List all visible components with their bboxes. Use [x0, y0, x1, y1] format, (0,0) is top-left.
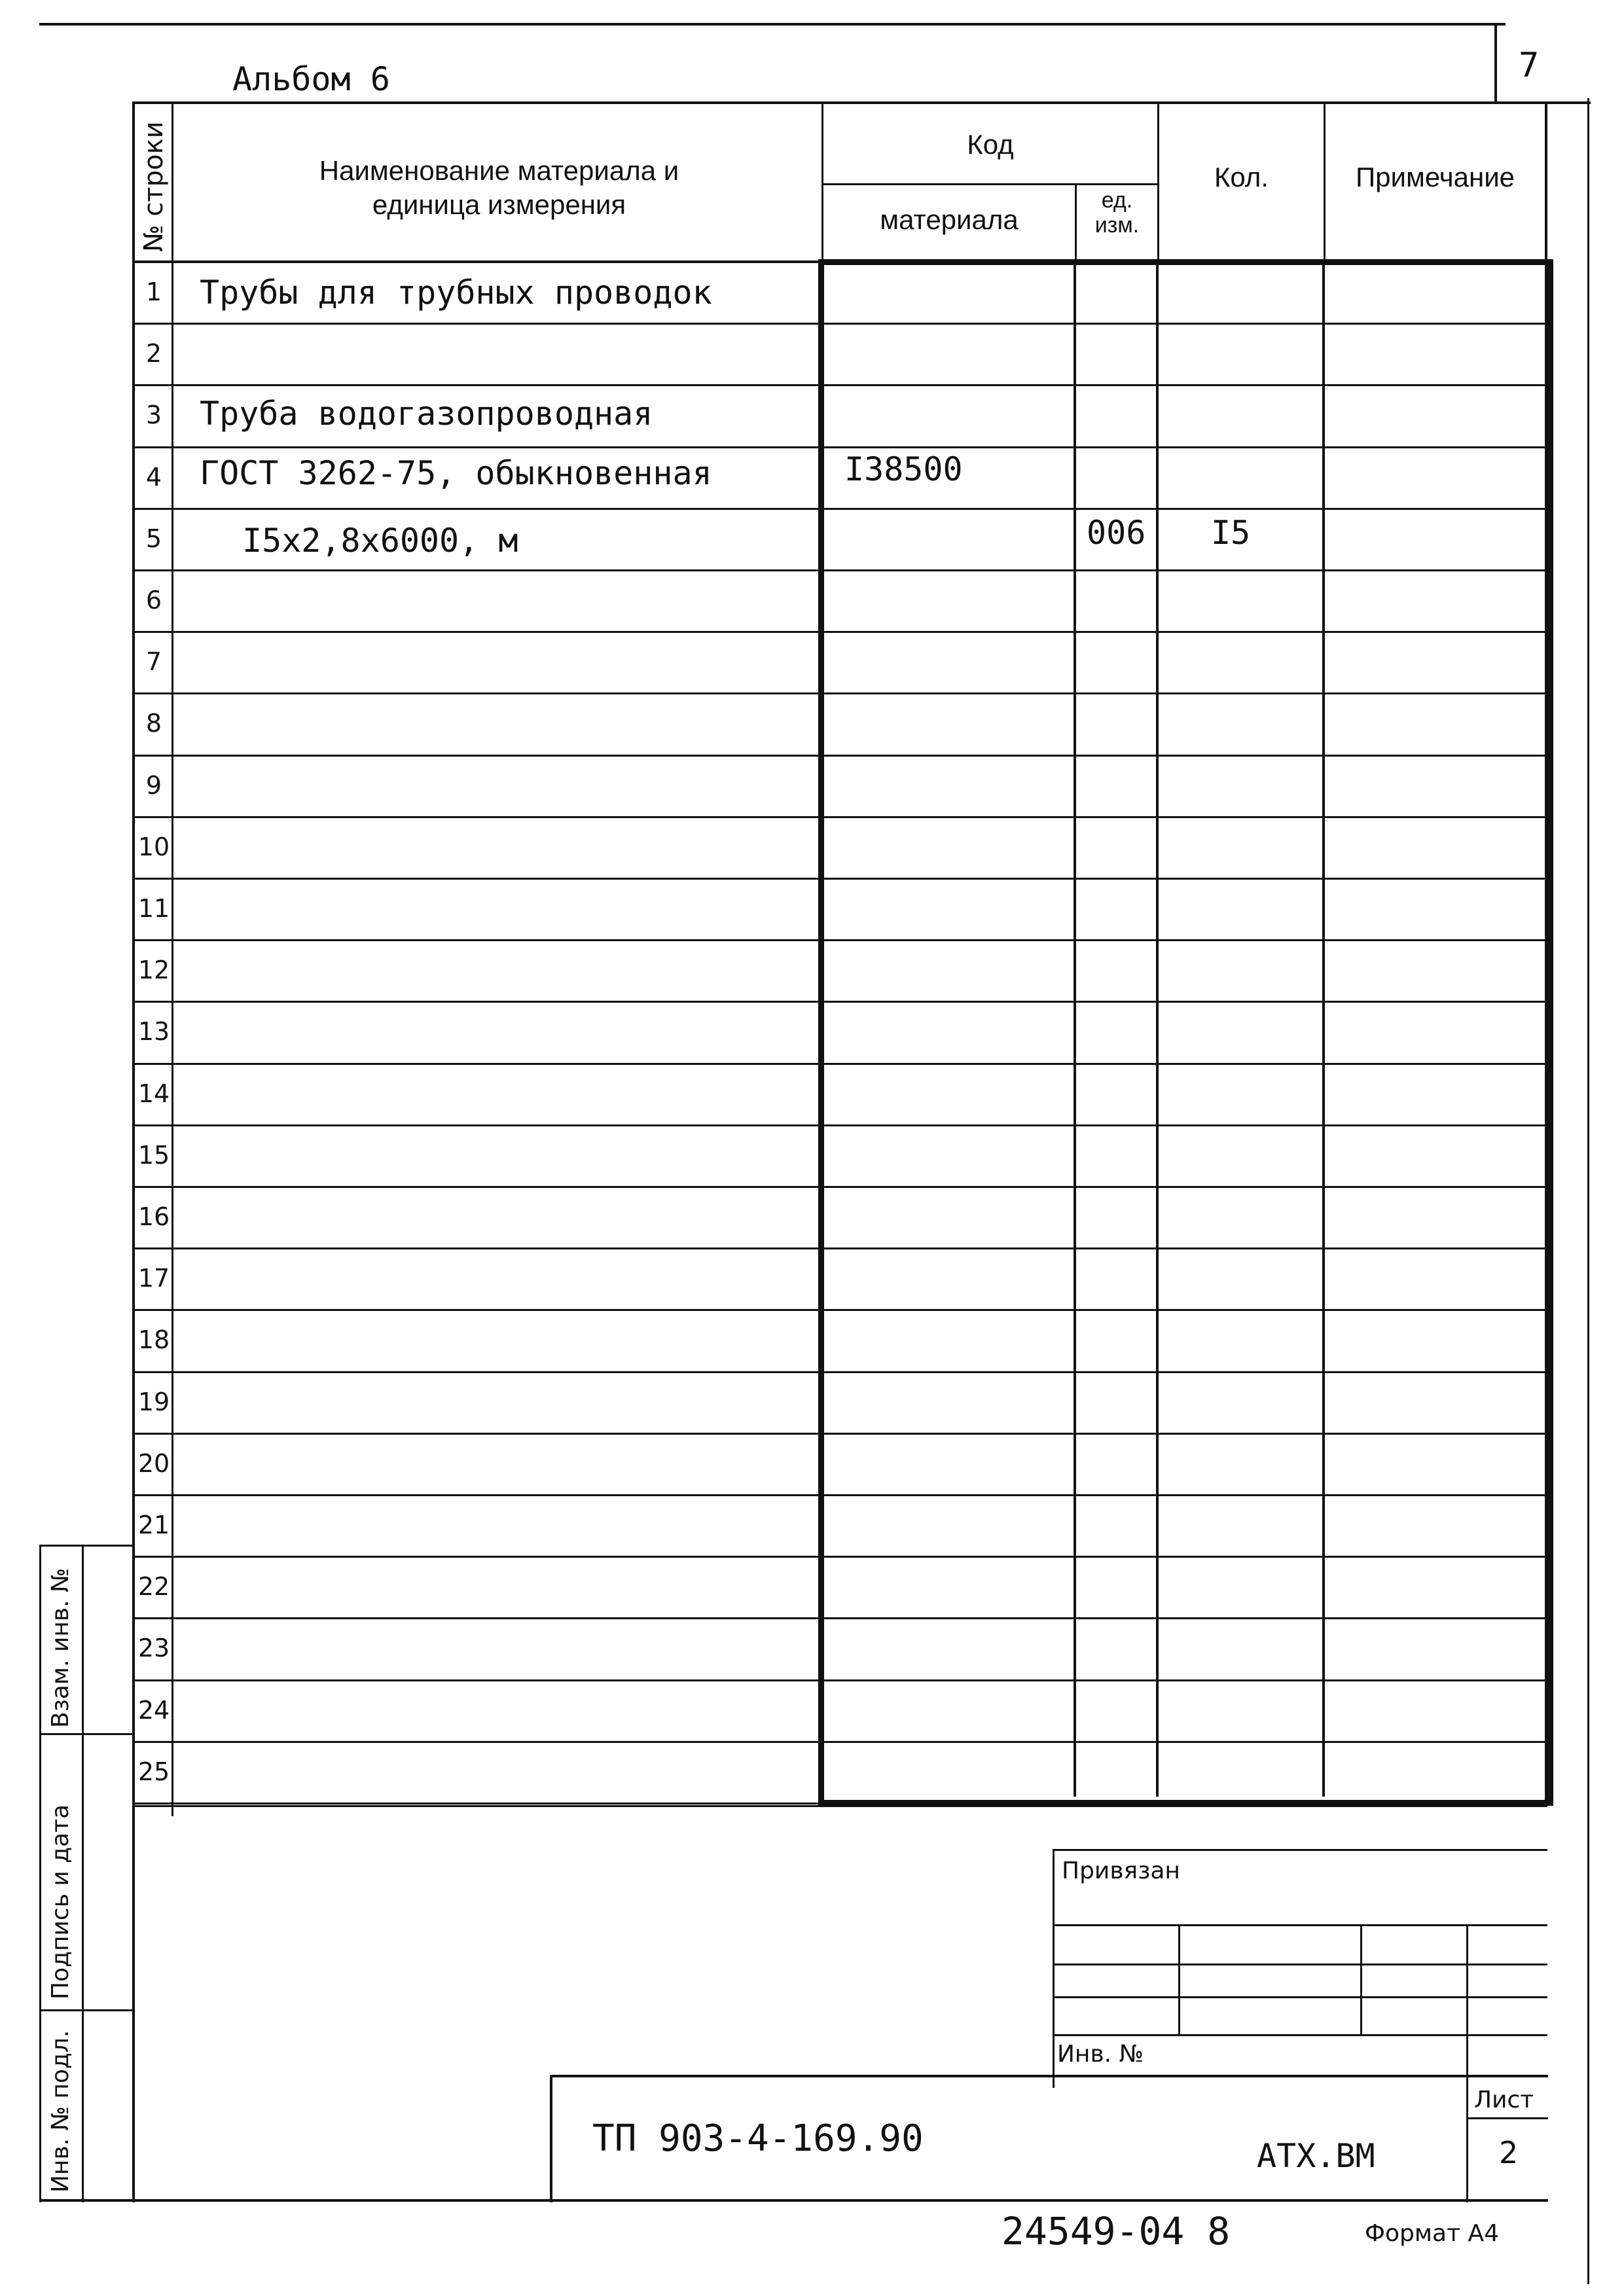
- row-number: 6: [145, 586, 162, 615]
- row-line: [132, 878, 1546, 880]
- stamp-line-3: [39, 2009, 134, 2011]
- row-number: 1: [145, 278, 162, 306]
- row-number: 17: [137, 1264, 170, 1293]
- row-number: 22: [137, 1572, 170, 1602]
- privyazan-top-line: [1053, 1849, 1547, 1851]
- privyazan-col-2: [1360, 1924, 1362, 2036]
- row-line: [132, 1247, 1546, 1249]
- row-number: 3: [145, 401, 162, 430]
- row-number: 18: [137, 1325, 170, 1355]
- row-number: 24: [137, 1695, 170, 1725]
- header-qty: Кол.: [1214, 162, 1269, 192]
- row-number: 12: [137, 956, 170, 985]
- row-line: [132, 1063, 1546, 1065]
- row-number: 14: [137, 1079, 170, 1108]
- stamp-line-2: [39, 1733, 134, 1735]
- row-number: 19: [137, 1387, 170, 1416]
- table-top-line: [132, 101, 1591, 104]
- format-label: Формат А4: [1365, 2220, 1500, 2247]
- row-number: 5: [145, 524, 162, 553]
- row-line: [132, 1494, 1546, 1496]
- row-number: 23: [137, 1634, 170, 1663]
- row-line: [132, 446, 1546, 448]
- row-line: [132, 631, 1546, 633]
- row-line: [132, 323, 1546, 325]
- name-col-line: [821, 101, 823, 262]
- code-col-line: [1156, 262, 1159, 1797]
- stamp-vzam-inv: Взам. инв. №: [47, 1568, 74, 1728]
- row-line: [132, 1556, 1546, 1558]
- header-row-no: № строки: [139, 121, 169, 252]
- row-number: 25: [137, 1757, 170, 1786]
- row-4-material-code: I38500: [844, 450, 963, 488]
- row-line: [132, 816, 1546, 818]
- top-border-line: [39, 23, 1506, 26]
- row-line: [132, 1124, 1546, 1126]
- data-frame: [818, 259, 1553, 1806]
- row-line: [132, 1679, 1546, 1681]
- privyazan-label: Привязан: [1062, 1857, 1180, 1884]
- header-name-line2: единица измерения: [372, 189, 626, 220]
- header-name: [177, 154, 821, 222]
- page-number-box-left: [1494, 23, 1497, 103]
- row-line: [132, 939, 1546, 941]
- sheet-label-line: [1466, 2117, 1548, 2119]
- row-number: 9: [145, 770, 162, 800]
- right-margin-line: [1587, 98, 1589, 2284]
- row-number: 10: [137, 832, 170, 861]
- stamp-bottom-line: [39, 2199, 1548, 2202]
- header-code-unit-line1: ед.: [1101, 188, 1133, 213]
- row-number: 15: [137, 1140, 170, 1170]
- doc-code: ТП 903-4-169.90: [592, 2117, 924, 2160]
- row-number: 16: [137, 1202, 170, 1231]
- album-title: Альбом 6: [232, 60, 390, 98]
- row-3-name: Труба водогазопроводная: [200, 395, 653, 433]
- stamp-inv-podl: Инв. № подл.: [47, 2030, 74, 2193]
- row-line: [132, 692, 1546, 694]
- row-5-unit-code: 006: [1087, 514, 1146, 552]
- row-number: 7: [145, 647, 162, 677]
- row-line: [132, 384, 1546, 386]
- row-5-qty: I5: [1211, 514, 1251, 552]
- main-inscription-left-line: [550, 2075, 552, 2202]
- row-line: [132, 1309, 1546, 1311]
- row-line: [132, 1741, 1546, 1743]
- sheet-label: Лист: [1474, 2087, 1534, 2113]
- privyazan-line-2: [1053, 1964, 1547, 1965]
- row-number: 21: [137, 1511, 170, 1539]
- row-number: 8: [145, 709, 162, 738]
- row-number: 11: [137, 894, 170, 923]
- inv-no-label: Инв. №: [1057, 2041, 1144, 2068]
- row-line: [132, 569, 1546, 571]
- row-line: [132, 1186, 1546, 1188]
- header-code-unit: [1077, 188, 1157, 238]
- row-4-name: ГОСТ 3262-75, обыкновенная: [200, 454, 712, 492]
- privyazan-line-4: [1053, 2034, 1547, 2036]
- privyazan-left-line: [1053, 1849, 1055, 2088]
- title-block-top-line: [132, 1805, 1547, 1807]
- unit-col-line: [1074, 262, 1076, 1797]
- row-line: [132, 1617, 1546, 1619]
- privyazan-line-1: [1053, 1924, 1547, 1926]
- stamp-podpis-data: Подпись и дата: [47, 1804, 74, 2000]
- privyazan-line-3: [1053, 1996, 1547, 1998]
- stamp-left-line: [39, 1545, 41, 2202]
- row-number: 13: [137, 1017, 170, 1047]
- header-name-line1: Наименование материала и: [319, 155, 679, 186]
- row-line: [132, 1803, 1546, 1804]
- stamp-mid-line: [82, 1545, 84, 2202]
- header-code: Код: [967, 129, 1014, 160]
- main-inscription-top-line: [550, 2075, 1548, 2077]
- page-number: 7: [1519, 46, 1540, 85]
- archive-number: 24549-04 8: [1001, 2209, 1231, 2253]
- row-line: [132, 1371, 1546, 1373]
- header-code-material: материала: [880, 204, 1019, 235]
- row-number: 20: [137, 1448, 170, 1478]
- sheet-number: 2: [1499, 2135, 1519, 2170]
- code-subheader-line: [821, 183, 1159, 185]
- header-code-unit-line2: изм.: [1094, 213, 1140, 238]
- row-1-name: Трубы для трубных проводок: [200, 274, 712, 312]
- row-number: 4: [145, 462, 162, 492]
- row-line: [132, 1433, 1546, 1435]
- row-line: [132, 1001, 1546, 1003]
- stamp-top-line: [39, 1545, 134, 1547]
- privyazan-col-3: [1466, 1924, 1468, 2202]
- header-note: Примечание: [1355, 162, 1515, 192]
- row-number: 2: [145, 339, 162, 368]
- row-5-name: I5x2,8x6000, м: [242, 522, 518, 560]
- row-line: [132, 755, 1546, 757]
- privyazan-col-1: [1178, 1924, 1180, 2034]
- doc-mark: АТХ.ВМ: [1257, 2137, 1375, 2175]
- qty-col-line: [1322, 262, 1325, 1797]
- row-line: [132, 508, 1546, 510]
